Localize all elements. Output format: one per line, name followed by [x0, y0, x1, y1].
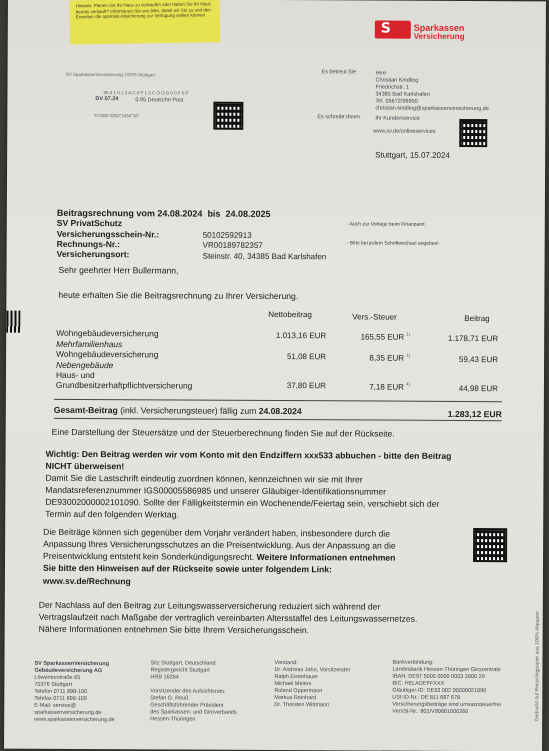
field-policy-label: Versicherungsschein-Nr.: [56, 228, 160, 240]
col-header-net: Nettobeitrag [268, 309, 312, 320]
invoice-title: Beitragsrechnung vom 24.08.2024 bis 24.08.2025 [56, 207, 271, 219]
logo-brand-sub: Versicherung [413, 31, 465, 41]
sum-top-rule [54, 399, 502, 402]
intro-text: heute erhalten Sie die Beitragsrechnung zu Ihrer Versicherung. [58, 289, 299, 302]
rechnung-qr-code-icon [473, 528, 507, 562]
rechnung-link[interactable]: www.sv.de/Rechnung [42, 575, 131, 587]
logo-brand: Sparkassen [413, 22, 465, 33]
contact-person: Herr Christian Kindling Friedrichstr. 1 34385 Bad Karlshafen Tel. 05672/99950 christian.kindling@sparkassenversicherung.de [375, 70, 489, 113]
table-row: Wohngebäudeversicherung Nebengebäude 51,08 EUR 8,35 EUR 1) 59,43 EUR [56, 348, 499, 371]
col-header-total: Beitrag [464, 313, 490, 324]
service-qr-code-icon [459, 119, 487, 147]
col-header-tax: Vers.-Steuer [352, 312, 397, 322]
footer-bank: Bankverbindung: Landesbank Hessen-Thüringen Girozentrale IBAN: DE97 5005 0000 0003 2000 29 BIC: HELADEFFXXX Gläubiger-ID: DE93 002 00000021090 USt-ID-Nr.: DE 811 687 678 Versicherungsbeiträge sind umsatzsteuerfrei VersSt-Nr.: 801/V90801006266 [392, 659, 501, 716]
field-invoice-value: VR00189782357 [202, 240, 263, 250]
contact-label-person: Es betreut Sie [321, 69, 357, 76]
table-row: Wohngebäudeversicherung Mehrfamilienhaus 1.013,16 EUR 165,55 EUR 1) 1.178,71 EUR [56, 327, 499, 350]
field-policy-note: - Auch zur Vorlage beim Finanzamt [346, 221, 425, 228]
product-name: SV PrivatSchutz [56, 217, 123, 229]
change-block: Die Beiträge können sich gegenüber dem Vorjahr verändert haben, insbesondere durch die Anpassung Ihres Versicherungsschutzes an die Preisentwicklung. Aus der Anpassung an die Preisentwicklung entsteht kein Sonderkündigungsrecht. Weitere Informationen entnehmen Sie bitte den Hinweisen auf der Rückseite sowie unter folgendem Link: www.sv.de/Rechnung [42, 526, 396, 587]
field-policy-value: 50102592913 [202, 230, 252, 240]
invoice-letter [4, 0, 546, 751]
field-location-value: Steinstr. 40, 34385 Bad Karlshafen [202, 251, 327, 262]
sum-value: 1.283,12 EUR [447, 408, 502, 420]
important-block: Wichtig: Den Beitrag werden wir vom Konto mit den Endziffern xxx533 abbuchen - bitte den Beitrag NICHT überweisen! Damit Sie die Lastschrift eindeutig zuordnen können, kennzeichnen wir sie mit Ihrer Mandatsreferenznummer IGS00005586985 und unserer Gläubiger-Identifikationsnummer DE93002000002101090. Sollte der Fälligkeitstermin ein Wochenende/Feiertag sein, verschiebt sich der Termin auf den folgenden Werktag. [45, 448, 452, 520]
sender-line: SV SparkassenVersicherung 70376 Stuttgart [65, 71, 155, 78]
online-service-link[interactable]: www.sv.de/onlineservices [373, 128, 436, 135]
field-invoice-label: Rechnungs-Nr.: [56, 238, 120, 250]
footer-register: Sitz Stuttgart, Deutschland Registergericht Stuttgart HRB 16264 Vorsitzender des Aufsichtsrats: Stefan G. Reuß Geschäftsführender Präsident des Sparkassen- und Giroverbands Hessen-Thüringen [150, 660, 237, 723]
postal-dv: DV 07.24 [95, 96, 119, 103]
letter-date: Stuttgart, 15.07.2024 [375, 150, 450, 160]
footer-company: SV SparkassenVersicherung Gebäudeversicherung AG Löwentorstraße 65 70376 Stuttgart Telefon 0711 898-100 Telefax 0711 898-109 E-Mail: service@ sparkassenversicherung.de www.sparkassenversicherung.de [34, 660, 115, 724]
sum-line: Gesamt-Beitrag (inkl. Versicherungsteuer) fällig zum 24.08.2024 [53, 404, 302, 417]
field-invoice-note: - Bitte bei jedem Schriftwechsel angeben! [346, 240, 439, 247]
sticky-note-text: Hinweis: Planen Sie Ihr Haus zu verkaufen oder haben Sie Ihr Haus bereits verkauft? Informieren Sie uns bitte, damit wir Sie zu und den Erwerber die optimale Absicherung zur Verfügung stellen können. [75, 1, 211, 20]
discount-block: Der Nachlass auf den Beitrag zur Leitungswasserversicherung reduziert sich während der Vertragslaufzeit nach Maßgabe der vertraglich vereinbarten Altersstaffel des Leitungswassernetzes. Nähere Informationen entnehmen Sie bitte Ihrem Versicherungsschein. [38, 599, 418, 636]
sticky-note [70, 0, 221, 44]
field-location-label: Versicherungsort: [56, 248, 130, 260]
contact-label-service: Es schreibt Ihnen [317, 114, 360, 121]
postal-code-line: 95 3 1 0 1 3 A C 0 F 1 8 C O O D 0 0 F 6 F [103, 90, 189, 96]
postal-stamp: 0.95 Deutsche Post [135, 97, 184, 104]
tax-note: Eine Darstellung der Steuersätze und der Steuerberechnung finden Sie auf der Rückseite. [51, 426, 395, 439]
side-barcode-icon [6, 311, 20, 333]
salutation: Sehr geehrter Herr Bullermann, [58, 264, 179, 276]
postal-qr-code-icon [213, 102, 243, 130]
recycling-note: Gedruckt auf Recyclingpapier aus 100% Altpapier [534, 611, 541, 722]
contact-service: Ihr Kundenservice [375, 115, 420, 122]
postal-id: "K7086"4252"1634"18" [93, 113, 140, 119]
table-row: Haus- und Grundbesitzerhaftpflichtversicherung 37,80 EUR 7,18 EUR 4) 44,98 EUR [55, 369, 498, 394]
footer-board: Vorstand: Dr. Andreas Jahn, Vorsitzender Ralph Eisenhauer Michael Meiers Roland Oppermann Markus Reinhard Dr. Thorsten Wittmann [274, 660, 351, 709]
sparkassen-logo-icon: S [375, 21, 411, 39]
